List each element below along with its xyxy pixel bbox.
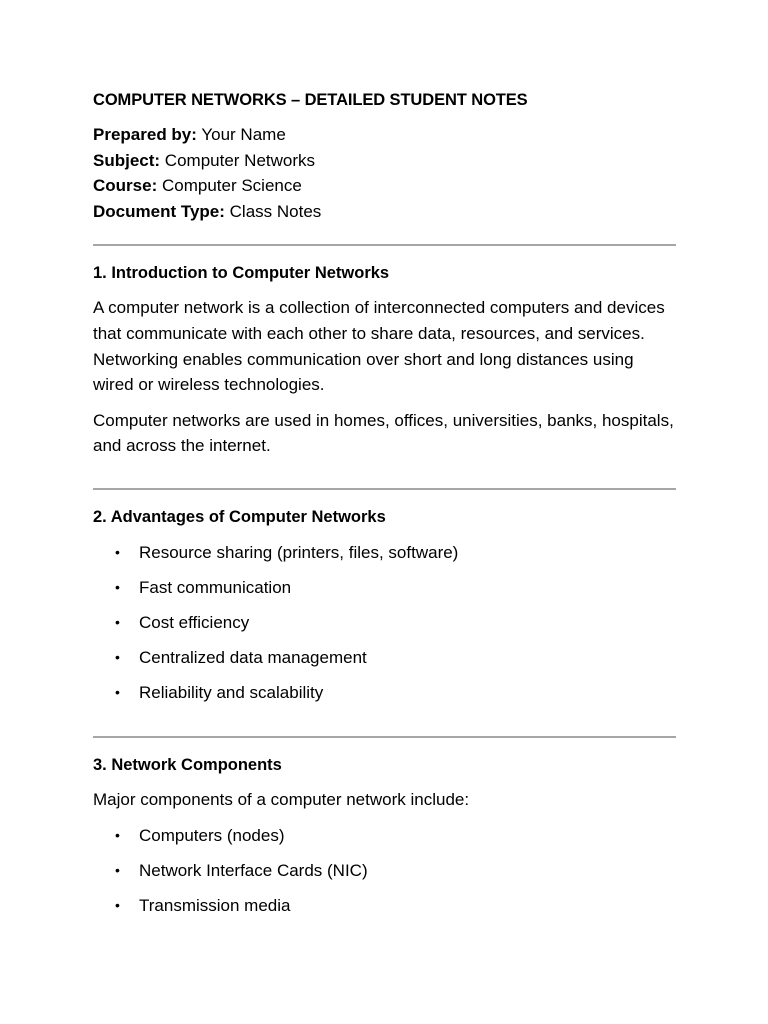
meta-label: Document Type: <box>93 201 225 221</box>
document-metadata <box>93 122 676 224</box>
meta-subject <box>93 148 676 174</box>
bullet-icon: • <box>115 861 120 878</box>
section-advantages <box>93 505 676 705</box>
list-item-text: Resource sharing (printers, files, software) <box>139 542 459 562</box>
meta-course <box>93 173 676 199</box>
bullet-icon: • <box>115 578 120 595</box>
bullet-icon: • <box>115 613 120 630</box>
list-item-text: Centralized data management <box>139 647 367 667</box>
list-item-text: Fast communication <box>139 577 292 597</box>
meta-label: Subject: <box>93 150 161 170</box>
meta-value: Your Name <box>201 125 286 144</box>
bullet-icon: • <box>115 826 120 843</box>
list-item <box>93 893 676 918</box>
list-item-text: Computers (nodes) <box>139 825 285 845</box>
meta-label: Course: <box>93 176 158 196</box>
section-paragraph: Computer networks are used in homes, offices, universities, banks, hospitals, and across the internet. <box>93 410 674 456</box>
list-item-text: Transmission media <box>139 895 291 915</box>
document-title: COMPUTER NETWORKS – DETAILED STUDENT NOTES <box>93 91 528 109</box>
bullet-icon: • <box>115 683 120 700</box>
bullet-list <box>93 540 676 705</box>
list-item <box>93 680 676 705</box>
list-item-text: Network Interface Cards (NIC) <box>139 860 368 880</box>
section-network-components <box>93 753 676 918</box>
section-introduction <box>93 261 676 459</box>
meta-value: Computer Networks <box>164 150 316 170</box>
document-page <box>93 88 676 918</box>
meta-value: Class Notes <box>229 201 322 221</box>
section-divider <box>93 244 676 246</box>
bullet-icon: • <box>115 648 120 665</box>
section-title: 2. Advantages of Computer Networks <box>93 507 386 526</box>
section-paragraph: A computer network is a collection of interconnected computers and devices that communicate with each other to share data, resources, and services. Networking enables communication over short and long distances using wired or wireless technologies. <box>93 298 665 395</box>
meta-label: Prepared by: <box>93 125 197 144</box>
list-item <box>93 575 676 600</box>
section-title: 3. Network Components <box>93 755 282 774</box>
bullet-icon: • <box>115 543 120 560</box>
list-item <box>93 645 676 670</box>
list-item <box>93 610 676 635</box>
list-item-text: Reliability and scalability <box>139 682 324 702</box>
bullet-list <box>93 823 676 918</box>
section-title: 1. Introduction to Computer Networks <box>93 264 390 283</box>
meta-prepared-by <box>93 122 676 148</box>
bullet-icon: • <box>115 896 120 913</box>
list-item <box>93 858 676 883</box>
section-divider <box>93 736 676 738</box>
meta-value: Computer Science <box>161 176 302 196</box>
list-item-text: Cost efficiency <box>139 612 250 632</box>
list-item <box>93 823 676 848</box>
list-item <box>93 540 676 565</box>
section-divider <box>93 488 676 490</box>
meta-document-type <box>93 199 676 225</box>
section-intro: Major components of a computer network include: <box>93 789 470 809</box>
